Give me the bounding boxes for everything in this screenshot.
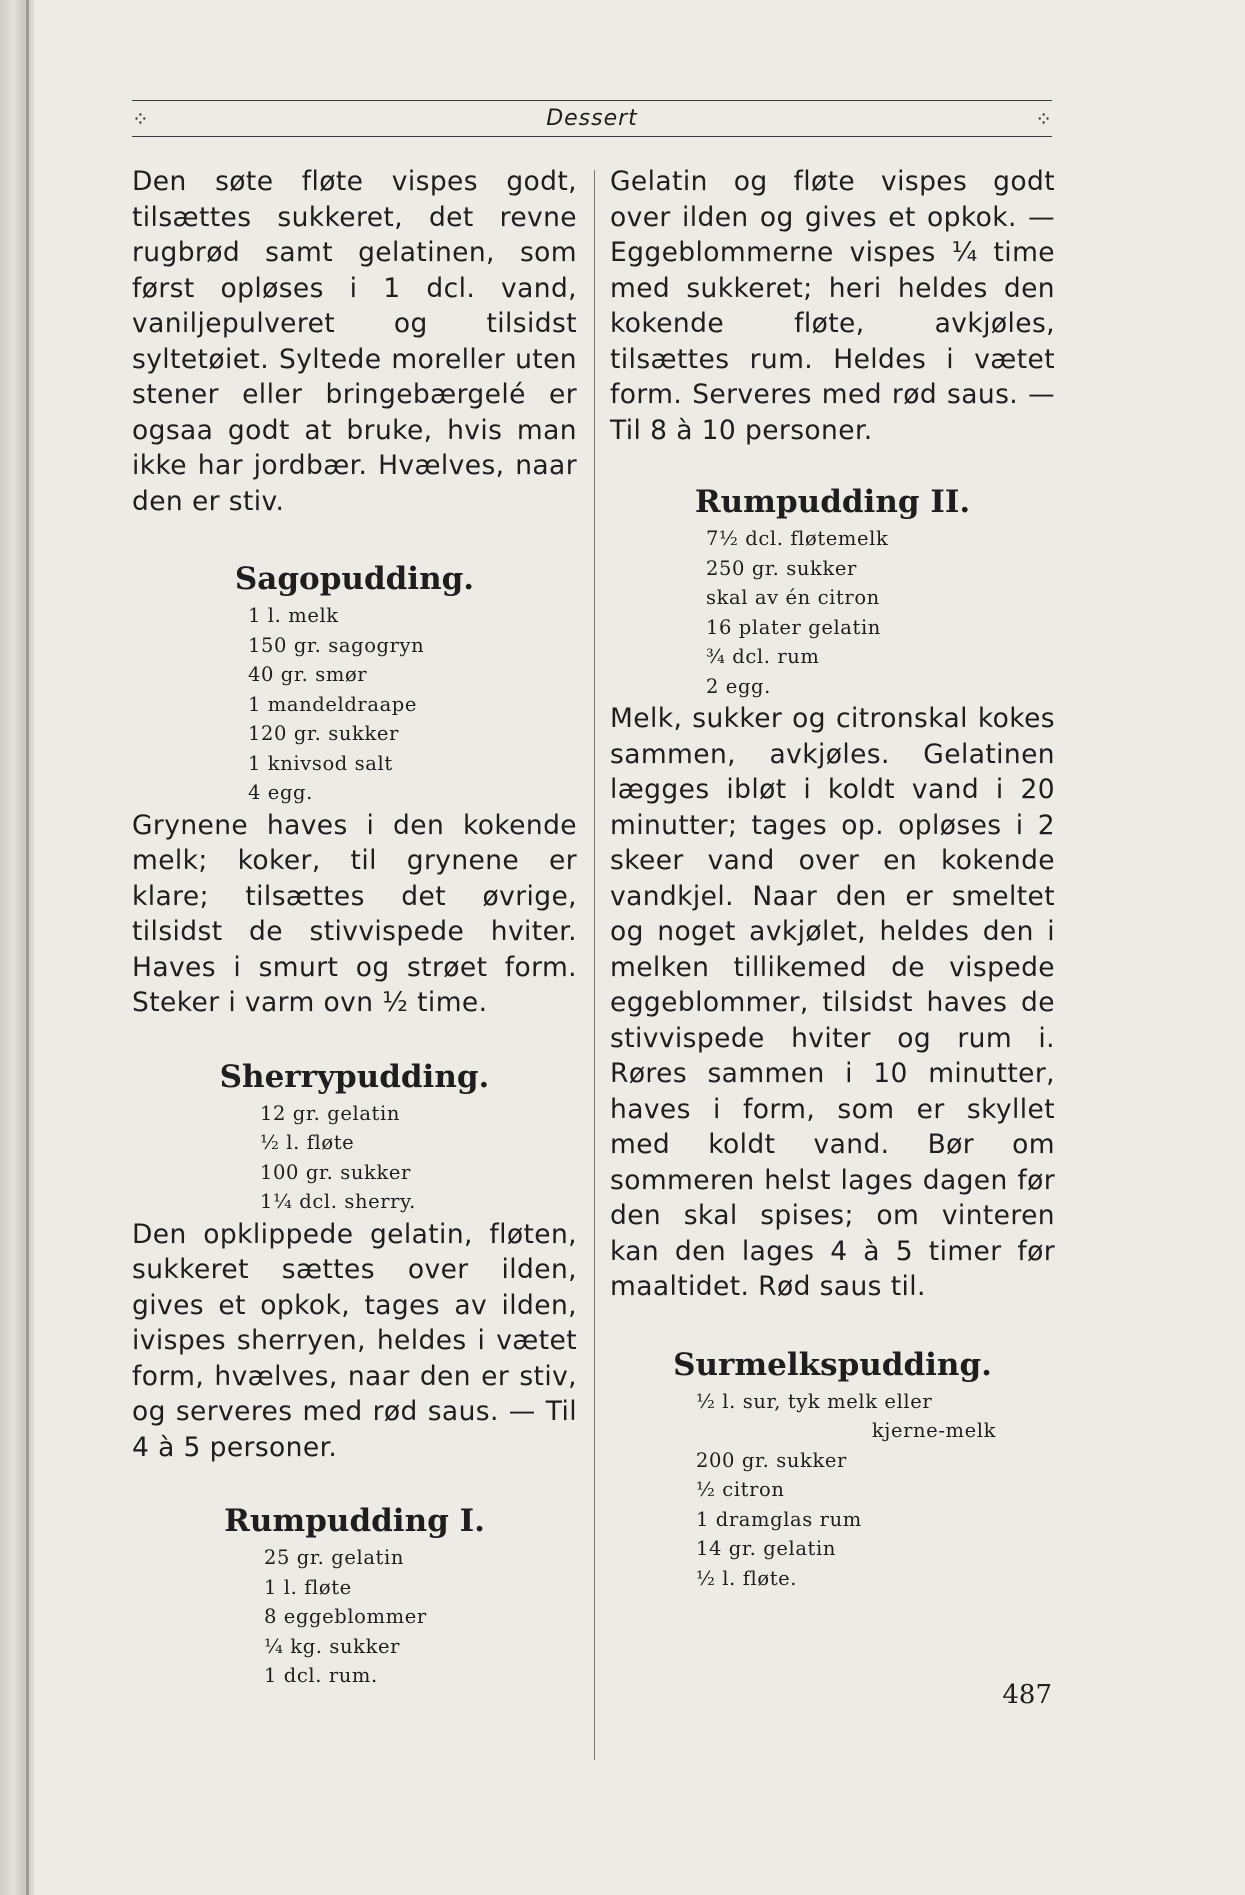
ingredient-item: 4 egg. [248, 781, 313, 804]
intro-paragraph-right: Gelatin og fløte vispes godt over ilden og gives et opkok. — Eggeblommerne vispes ¼ time med sukkeret; heri heldes den kokende fløte, avkjøles, tilsættes rum. Heldes i vætet form. Serveres med rød saus. — Til 8 à 10 personer. [610, 166, 1055, 446]
ingredient-item: 1 l. melk [248, 604, 339, 627]
ingredient-item: 40 gr. smør [248, 663, 368, 686]
method-paragraph-sherrypudding: Den opklippede gelatin, fløten, sukkeret sættes over ilden, gives et opkok, tages av ilden, ivispes sherryen, heldes i vætet form, hvælves, naar den er stiv, og serveres med rød saus. — Til 4 à 5 personer. [132, 1218, 577, 1463]
running-header [132, 104, 1052, 134]
ingredient-item: 1 mandeldraape [248, 692, 418, 716]
ingredient-item: 100 gr. sukker [260, 1160, 411, 1184]
recipe-title-rumpudding-1: Rumpudding I. [224, 1503, 485, 1539]
ingredient-item: ½ l. fløte. [696, 1566, 798, 1590]
ingredient-item: 1 knivsod salt [248, 751, 393, 775]
ingredient-list-surmelkspudding [696, 1387, 1055, 1594]
intro-paragraph-left: Den søte fløte vispes godt, tilsættes sukkeret, det revne rugbrød samt gelatinen, som først opløses i 1 dcl. vand, vaniljepulveret og tilsidst syltetøiet. Syltede moreller uten stener eller bringebærgelé er ogsaa godt at bruke, hvis man ikke har jordbær. Hvælves, naar den er stiv. [132, 166, 577, 517]
ingredient-item: ½ l. sur, tyk melk eller [696, 1389, 933, 1413]
ingredient-item: 1 l. fløte [264, 1575, 352, 1599]
ingredient-item: 2 egg. [706, 674, 771, 698]
recipe-title-surmelkspudding: Surmelkspudding. [673, 1346, 992, 1383]
page-number: 487 [1002, 1680, 1052, 1710]
ingredient-item: 25 gr. gelatin [264, 1546, 404, 1569]
ingredient-item: 1¼ dcl. sherry. [260, 1190, 416, 1213]
ingredient-list-sherrypudding [260, 1099, 577, 1217]
left-column [132, 164, 577, 1691]
ingredient-item: 8 eggeblommer [264, 1605, 427, 1628]
ingredient-list-rumpudding-2 [706, 524, 1055, 701]
method-paragraph-sagopudding: Grynene haves i den kokende melk; koker, til grynene er klare; tilsættes det øvrige, tilsidst de stivvispede hviter. Haves i smurt og strøet form. Steker i varm ovn ½ time. [132, 809, 577, 1018]
ingredient-item: ½ citron [696, 1478, 785, 1501]
ingredient-item: skal av én citron [706, 586, 880, 609]
ingredient-item: kjerne-melk [871, 1419, 996, 1442]
recipe-title-rumpudding-2: Rumpudding II. [694, 484, 971, 520]
method-paragraph-rumpudding-2: Melk, sukker og citronskal kokes sammen, avkjøles. Gelatinen lægges ibløt i koldt vand i 20 minutter; tages op. opløses i 2 skeer vand over en kokende vandkjel. Naar den er smeltet og noget avkjølet, heldes den i melken tillikemed de vispede eggeblommer, tilsidst haves de stivvispede hviter og rum i. Røres sammen i 10 minutter, haves i form, som er skyllet med koldt vand. Bør om sommeren helst lages dagen før den skal spises; om vinteren kan den lages 4 à 5 timer før maaltidet. Rød saus til. [610, 703, 1055, 1302]
ingredient-list-sagopudding [248, 601, 577, 808]
ingredient-item: 12 gr. gelatin [260, 1101, 400, 1125]
right-column [610, 164, 1055, 1593]
recipe-title-sherrypudding: Sherrypudding. [219, 1058, 490, 1095]
ingredient-item: 1 dcl. rum. [264, 1664, 378, 1687]
column-divider [594, 170, 595, 1760]
ingredient-item: 250 gr. sukker [706, 556, 857, 580]
ingredient-item: 7½ dcl. fløtemelk [706, 527, 889, 550]
ingredient-item: 16 plater gelatin [706, 615, 881, 639]
ingredient-item: 14 gr. gelatin [696, 1537, 836, 1560]
ingredient-item: 1 dramglas rum [696, 1507, 862, 1531]
ingredient-item: 200 gr. sukker [696, 1448, 847, 1472]
header-rule-top [132, 100, 1052, 101]
ingredient-item: 150 gr. sagogryn [248, 633, 425, 657]
spine-edge [26, 0, 29, 1895]
ingredient-item: 120 gr. sukker [248, 722, 399, 745]
ingredient-list-rumpudding-1 [264, 1543, 577, 1691]
recipe-title-sagopudding: Sagopudding. [234, 561, 475, 597]
ornament-right-icon: ⁘ [1035, 107, 1052, 131]
ornament-left-icon: ⁘ [132, 107, 149, 131]
book-page [132, 100, 1055, 1750]
ingredient-item: ¼ kg. sukker [264, 1634, 401, 1658]
header-rule-bottom [132, 136, 1052, 137]
ingredient-item: ¾ dcl. rum [706, 645, 820, 668]
ingredient-item: ½ l. fløte [260, 1131, 355, 1154]
running-title: Dessert [546, 106, 638, 131]
